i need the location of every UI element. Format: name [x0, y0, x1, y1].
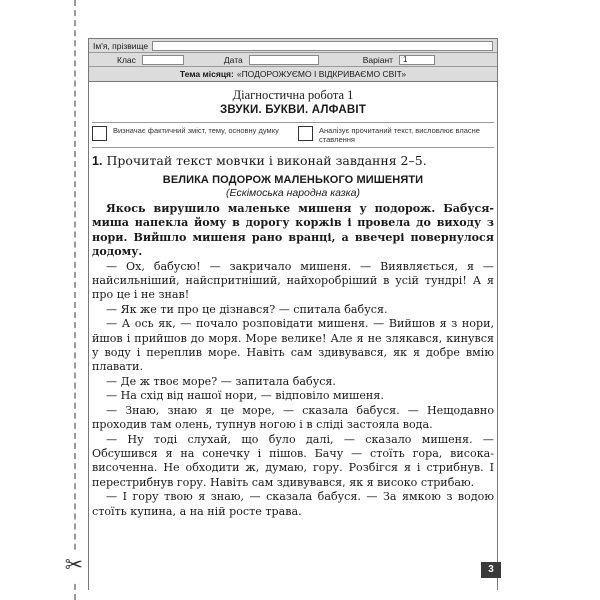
story-title: ВЕЛИКА ПОДОРОЖ МАЛЕНЬКОГО МИШЕНЯТИ [162, 174, 424, 186]
skill-checkbox[interactable] [92, 126, 107, 141]
scissors-icon: ✂ [60, 552, 88, 580]
story-paragraph: — Де ж твоє море? — запитала бабуся. [106, 374, 336, 388]
task-text: Прочитай текст мовчки і виконай завдання 2–5. [106, 153, 427, 168]
theme-row [89, 67, 497, 81]
story-text [92, 202, 494, 519]
story-intro: Якось вирушило маленьке мишеня у подорож. Бабуся-миша напекла йому в дорогу коржів і провела до виходу з нори. Вийшло мишеня рано вранці, а ввечері повернулося додому. [92, 202, 494, 259]
theme-value: «ПОДОРОЖУЄМО І ВІДКРИВАЄМО СВІТ» [236, 69, 407, 79]
variant-field[interactable] [399, 55, 435, 65]
story-paragraph: — Ну тоді слухай, що було далі, — сказало мишеня. — Обсушився я на сонечку і пішов. Бачу — стоїть гора, висока-височенна. Не обходити ж, думаю, гору. Розбігся я і стрибнув. І перестрибнув гору. Навіть сам здивувався, як я високо стрибаю. [92, 432, 494, 489]
worksheet-content [92, 84, 494, 519]
story-paragraph: — Як же ти про це дізнався? — спитала бабуся. [106, 302, 388, 316]
work-subtitle: ЗВУКИ. БУКВИ. АЛФАВІТ [219, 104, 367, 116]
page-number: 3 [481, 562, 501, 578]
story-paragraph: — На схід від нашої нори, — відповіло мишеня. [106, 389, 384, 403]
skill-item [92, 126, 288, 144]
name-label: Ім'я, прізвище [93, 40, 149, 51]
story-source: (Ескімоська народна казка) [226, 187, 360, 199]
skills-row [92, 122, 494, 148]
task-number: 1. [92, 154, 103, 168]
date-label: Дата [223, 54, 243, 65]
class-date-variant-row [89, 53, 497, 67]
story-paragraph: — Ох, бабусю! — закричало мишеня. — Виявляється, я — найсильніший, найспритніший, найхоробріший в усій тундрі! А я про це і не знав! [92, 259, 494, 302]
student-info-header [88, 38, 498, 82]
theme-label: Тема місяця: [179, 69, 234, 79]
name-field[interactable] [152, 41, 493, 51]
task-instruction [92, 153, 494, 168]
variant-label: Варіант [362, 54, 394, 65]
variant-value: 1 [403, 54, 408, 64]
date-field[interactable] [249, 55, 319, 65]
cut-line [74, 0, 76, 600]
work-title: Діагностична робота 1 [232, 88, 354, 102]
class-label: Клас [117, 54, 136, 65]
class-field[interactable] [142, 55, 184, 65]
skill-item [298, 126, 494, 144]
skill-text: Аналізує прочитаний текст, висловлює власне ставлення [319, 126, 480, 144]
story-paragraph: — І гору твою я знаю, — сказала бабуся. — За ямкою з водою стоїть купина, а на ній росте трава. [92, 490, 494, 518]
skill-checkbox[interactable] [298, 126, 313, 141]
skill-text: Визначає фактичний зміст, тему, основну думку [113, 126, 279, 135]
name-row [89, 39, 497, 53]
story-paragraph: — А ось як, — почало розповідати мишеня. — Вийшов я з нори, йшов і прийшов до моря. Море велике! Але я не злякався, кинувся у воду і переплив море. Навіть сам здивувався, як я добре вмію плавати. [92, 317, 494, 374]
story-paragraph: — Знаю, знаю я це море, — сказала бабуся. — Нещодавно проходив там олень, тупнув ногою і в сліді застояла вода. [92, 403, 494, 432]
